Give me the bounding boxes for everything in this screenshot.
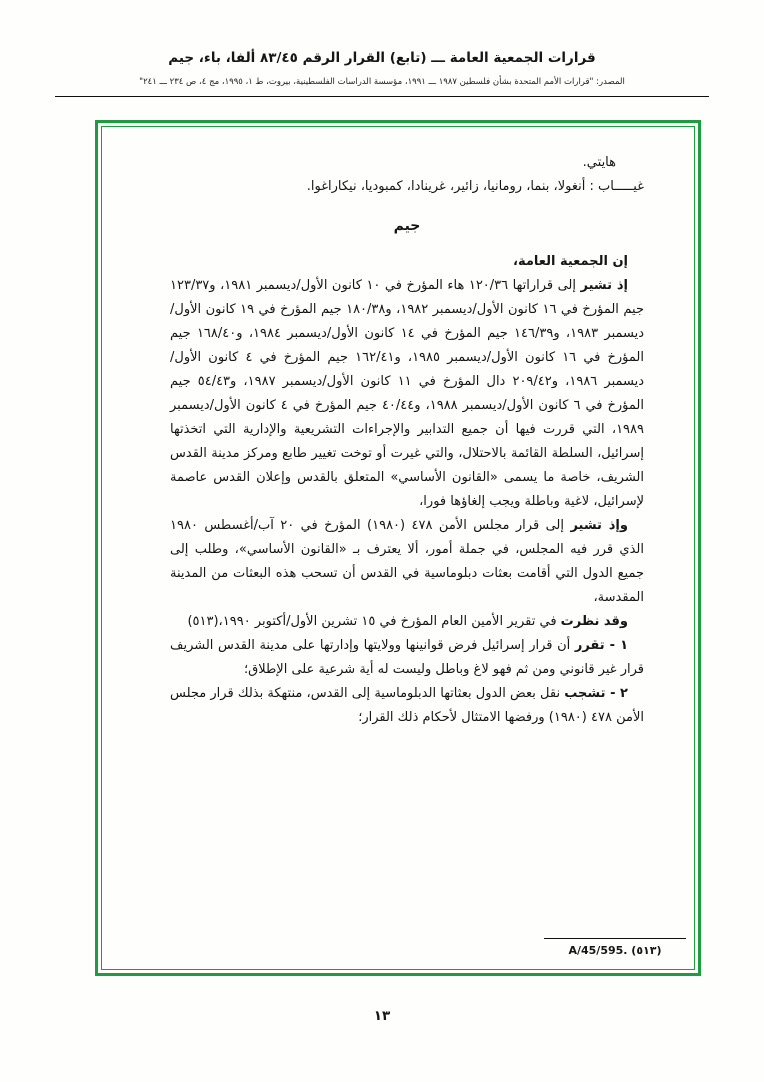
paragraph-lead: إذ تشير — [580, 278, 628, 293]
absent-countries-line: غيـــــاب : أنغولا، بنما، رومانيا، زائير، غرينادا، كمبوديا، نيكاراغوا. — [306, 179, 644, 194]
paragraph-body: إلى قرار مجلس الأمن ٤٧٨ (١٩٨٠) المؤرخ في ٢٠ آب/أغسطس ١٩٨٠ الذي قرر فيه المجلس، في جملة أمور، ألا يعترف بـ «القانون الأساسي»، وطلب إلى جميع الدول التي أقامت بعثات دبلوماسية في القدس أن تسحب هذه البعثات من المدينة المقدسة، — [170, 518, 644, 605]
page-number: ١٣ — [373, 1008, 391, 1024]
vote-list-continuation: هايتي. — [582, 155, 616, 170]
preamble-paragraph-security-council — [170, 514, 644, 610]
paragraph-lead: وقد نظرت — [560, 614, 628, 629]
resolution-frame — [95, 120, 701, 976]
paragraph-body: في تقرير الأمين العام المؤرخ في ١٥ تشرين الأول/أكتوبر ١٩٩٠،(٥١٣) — [187, 614, 561, 629]
preamble-paragraph-recalling-resolutions — [170, 274, 644, 514]
section-letter-heading: جيم — [393, 218, 421, 234]
operative-paragraph-1 — [170, 634, 644, 682]
paragraph-lead: ١ - تقرر — [574, 638, 628, 653]
document-header — [0, 0, 764, 97]
document-title: قرارات الجمعية العامة ـــ (تابع) القرار الرقم ٨٣/٤٥ ألفا، باء، جيم — [168, 50, 596, 66]
operative-paragraph-2 — [170, 682, 644, 730]
paragraph-lead: ٢ - تشجب — [564, 686, 628, 701]
paragraph-body: إلى قراراتها ١٢٠/٣٦ هاء المؤرخ في ١٠ كانون الأول/ديسمبر ١٩٨١، و١٢٣/٣٧ جيم المؤرخ في ١٦ كانون الأول/ديسمبر ١٩٨٢، و١٨٠/٣٨ جيم المؤرخ في ١٩ كانون الأول/ديسمبر ١٩٨٣، و١٤٦/٣٩ جيم المؤرخ في ١٤ كانون الأول/ديسمبر ١٩٨٤، و١٦٨/٤٠ جيم المؤرخ في ١٦ كانون الأول/ديسمبر ١٩٨٥، و١٦٢/٤١ جيم المؤرخ في ٤ كانون الأول/ديسمبر ١٩٨٦، و٢٠٩/٤٢ دال المؤرخ في ١١ كانون الأول/ديسمبر ١٩٨٧، و٥٤/٤٣ جيم المؤرخ في ٦ كانون الأول/ديسمبر ١٩٨٨، و٤٠/٤٤ جيم المؤرخ في ٤ كانون الأول/ديسمبر ١٩٨٩، التي قررت فيها أن جميع التدابير والإجراءات التشريعية والإدارية التي اتخذتها إسرائيل، السلطة القائمة بالاحتلال، والتي غيرت أو توخت تغيير طابع ومركز مدينة القدس الشريف، خاصة ما يسمى «القانون الأساسي» المتعلق بالقدس وإعلان القدس عاصمة لإسرائيل، لاغية وباطلة ويجب إلغاؤها فورا، — [170, 278, 645, 509]
footnote-document-symbol: A/45/595. (٥١٣) — [544, 938, 686, 957]
resolution-opening-line: إن الجمعية العامة، — [513, 254, 628, 269]
resolution-frame-inner — [101, 126, 695, 970]
paragraph-body: أن قرار إسرائيل فرض قوانينها وولايتها وإدارتها على مدينة القدس الشريف قرار غير قانوني ومن ثم فهو لاغ وباطل وليست له أية شرعية على الإطلاق؛ — [170, 638, 644, 677]
paragraph-lead: وإذ تشير — [570, 518, 628, 533]
resolution-text-block — [102, 127, 694, 740]
preamble-paragraph-sg-report — [170, 610, 644, 634]
header-divider — [55, 96, 709, 97]
paragraph-body: نقل بعض الدول بعثاتها الدبلوماسية إلى القدس، منتهكة بذلك قرار مجلس الأمن ٤٧٨ (١٩٨٠) ورفضها الامتثال لأحكام ذلك القرار؛ — [170, 686, 644, 725]
document-source-line: المصدر: "قرارات الأمم المتحدة بشأن فلسطين ١٩٨٧ ـــ ١٩٩١، مؤسسة الدراسات الفلسطينية، بيروت، ط ١، ١٩٩٥، مج ٤، ص ٢٣٤ ـــ ٢٤١" — [139, 77, 625, 87]
